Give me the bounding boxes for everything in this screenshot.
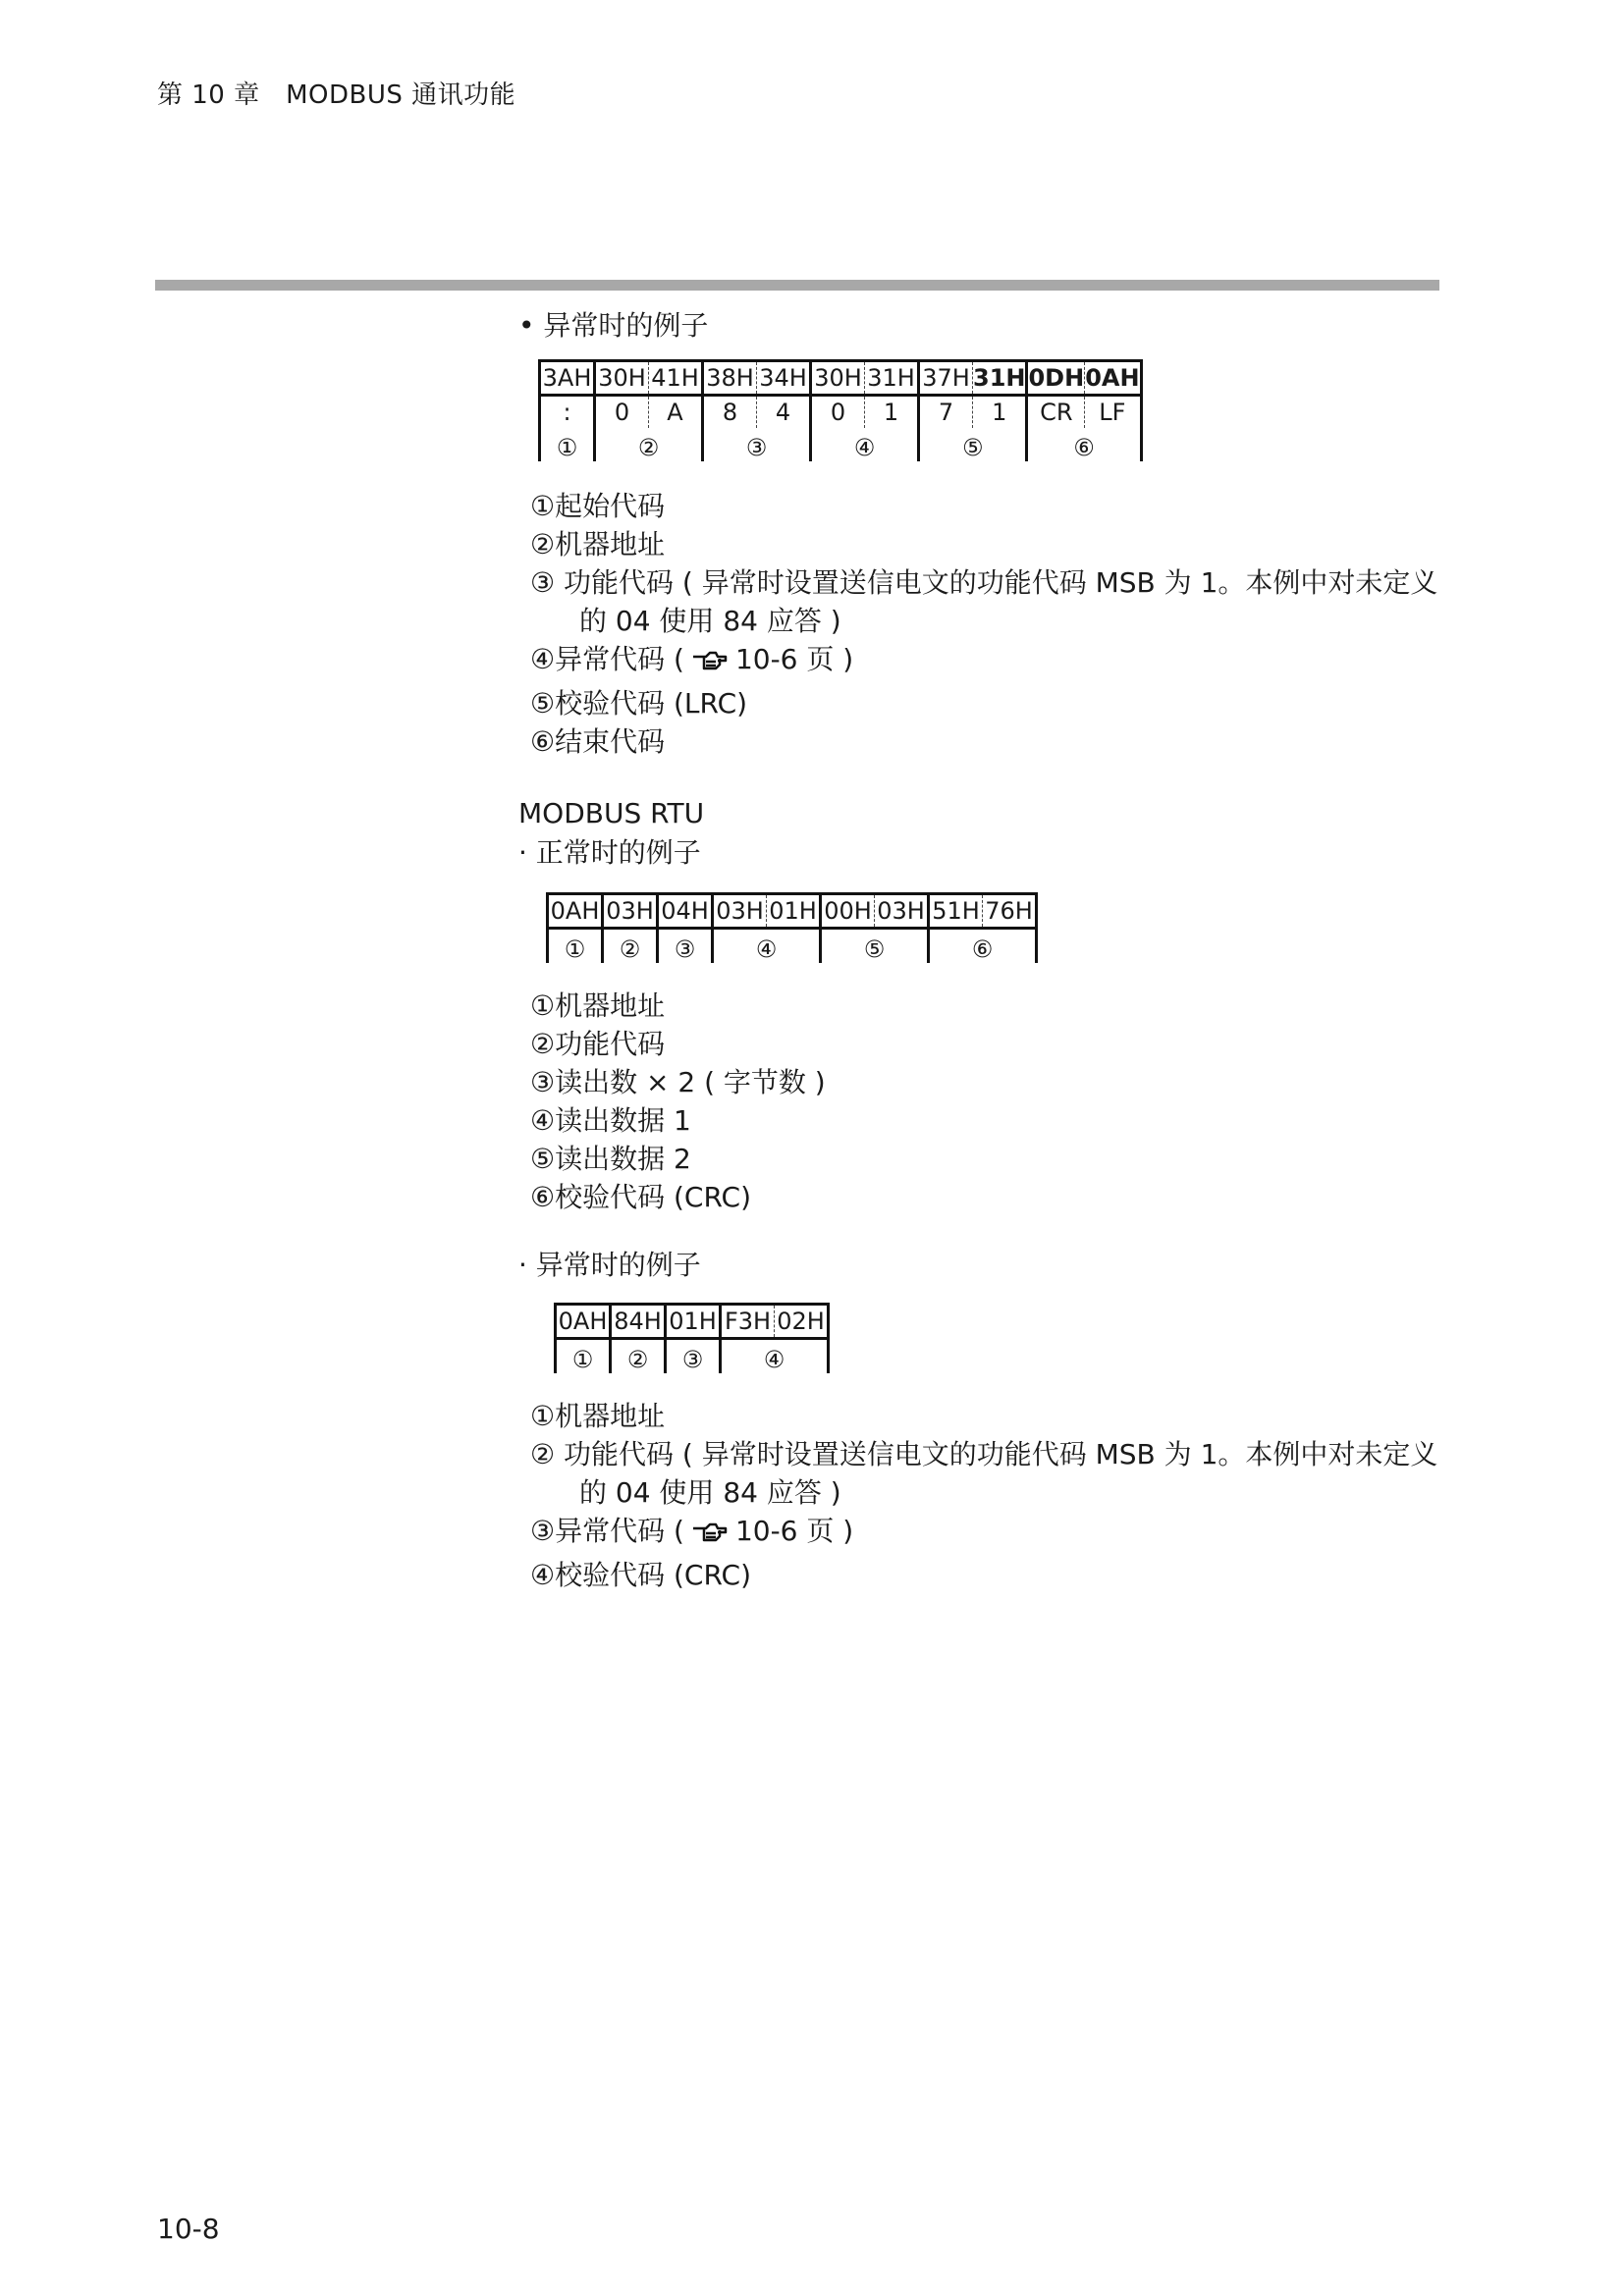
list-item: ①机器地址: [530, 989, 666, 1022]
hex-cell: 41H: [649, 361, 703, 396]
hex-cell: 38H: [703, 361, 757, 396]
pointing-hand-icon: [690, 646, 730, 684]
list-item: ①机器地址: [530, 1400, 666, 1432]
hex-cell: 0AH: [1085, 361, 1141, 396]
hex-cell: 37H: [919, 361, 973, 396]
group-label: ④: [811, 428, 919, 461]
list-item: ⑤读出数据 2: [530, 1143, 691, 1175]
hex-cell: 30H: [811, 361, 865, 396]
group-label: ⑥: [1027, 428, 1141, 461]
hex-cell: 01H: [767, 894, 821, 929]
list-item: ③读出数 × 2 ( 字节数 ): [530, 1066, 826, 1098]
group-label: ⑥: [929, 929, 1037, 964]
hex-cell: 84H: [611, 1305, 666, 1339]
hex-cell: 3AH: [540, 361, 595, 396]
rtu-error-frame: [554, 1303, 830, 1373]
list-item: [530, 640, 1451, 684]
char-cell: 1: [973, 396, 1027, 429]
group-label: ③: [703, 428, 811, 461]
group-label: ⑤: [821, 929, 929, 964]
char-cell: A: [649, 396, 703, 429]
rtu-normal-frame: [546, 892, 1038, 963]
char-cell: 7: [919, 396, 973, 429]
ascii-error-heading: • 异常时的例子: [518, 309, 709, 342]
hex-cell: 31H: [865, 361, 919, 396]
char-cell: 0: [811, 396, 865, 429]
list-item: ③ 功能代码 ( 异常时设置送信电文的功能代码 MSB 为 1。本例中对未定义: [530, 566, 1438, 599]
list-item: ④校验代码 (CRC): [530, 1559, 752, 1591]
hex-cell: 04H: [658, 894, 713, 929]
group-label: ①: [548, 929, 603, 964]
list-item: ④读出数据 1: [530, 1104, 691, 1137]
list-item: 的 04 使用 84 应答 ): [579, 1476, 841, 1509]
char-cell: 1: [865, 396, 919, 429]
list-item: 的 04 使用 84 应答 ): [579, 605, 841, 637]
group-label: ①: [556, 1339, 611, 1374]
ascii-error-frame: [538, 359, 1143, 461]
list-item: [530, 1512, 1451, 1556]
list-item: ①起始代码: [530, 490, 666, 522]
hex-cell: 03H: [875, 894, 929, 929]
group-label: ⑤: [919, 428, 1027, 461]
rtu-error-heading: · 异常时的例子: [518, 1249, 701, 1281]
list-item-text: ④异常代码 (: [530, 643, 684, 675]
hex-cell: 31H: [973, 361, 1027, 396]
hex-cell: 0DH: [1027, 361, 1085, 396]
rtu-title: MODBUS RTU: [518, 797, 705, 829]
hex-cell: 0AH: [548, 894, 603, 929]
rtu-normal-descriptions: [530, 987, 1451, 1216]
page-content: [518, 306, 1451, 1594]
char-cell: :: [540, 396, 595, 429]
pointing-hand-icon: [690, 1518, 730, 1556]
char-cell: 0: [595, 396, 649, 429]
group-label: ③: [666, 1339, 721, 1374]
rtu-normal-heading: · 正常时的例子: [518, 836, 701, 869]
hex-cell: 03H: [603, 894, 658, 929]
char-cell: 8: [703, 396, 757, 429]
group-label: ②: [595, 428, 703, 461]
char-cell: 4: [757, 396, 811, 429]
hex-cell: 0AH: [556, 1305, 611, 1339]
hex-cell: 30H: [595, 361, 649, 396]
chapter-header: 第 10 章 MODBUS 通讯功能: [157, 80, 516, 110]
group-label: ②: [603, 929, 658, 964]
hex-cell: 51H: [929, 894, 983, 929]
hex-cell: 02H: [775, 1305, 829, 1339]
group-label: ②: [611, 1339, 666, 1374]
ascii-error-descriptions: [530, 487, 1451, 761]
list-item: ②功能代码: [530, 1028, 666, 1060]
group-label: ③: [658, 929, 713, 964]
hex-cell: 03H: [713, 894, 767, 929]
hex-cell: 00H: [821, 894, 875, 929]
page-number: 10-8: [157, 2213, 220, 2245]
rtu-error-descriptions: [530, 1397, 1451, 1594]
list-item: ② 功能代码 ( 异常时设置送信电文的功能代码 MSB 为 1。本例中对未定义: [530, 1438, 1438, 1470]
group-label: ①: [540, 428, 595, 461]
hex-cell: 76H: [983, 894, 1037, 929]
hex-cell: 34H: [757, 361, 811, 396]
hex-cell: 01H: [666, 1305, 721, 1339]
group-label: ④: [713, 929, 821, 964]
group-label: ④: [721, 1339, 829, 1374]
list-item-ref: 10-6 页 ): [734, 1515, 854, 1547]
list-item: ⑥校验代码 (CRC): [530, 1181, 752, 1213]
list-item-text: ③异常代码 (: [530, 1515, 684, 1547]
list-item: ⑤校验代码 (LRC): [530, 687, 748, 720]
header-rule: [155, 280, 1439, 291]
list-item-ref: 10-6 页 ): [734, 643, 854, 675]
char-cell: LF: [1085, 396, 1141, 429]
char-cell: CR: [1027, 396, 1085, 429]
list-item: ②机器地址: [530, 528, 666, 561]
hex-cell: F3H: [721, 1305, 775, 1339]
list-item: ⑥结束代码: [530, 725, 666, 758]
